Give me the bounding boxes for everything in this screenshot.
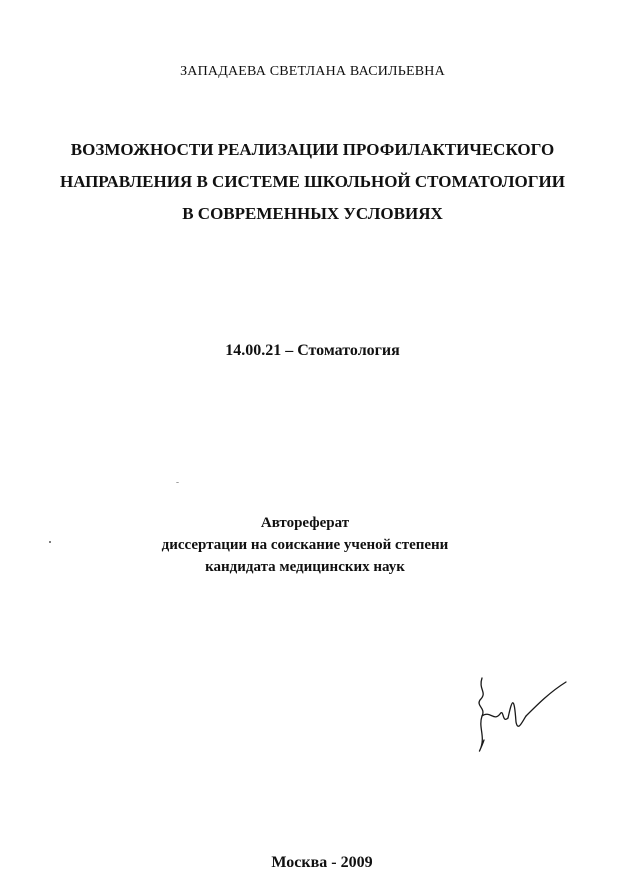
city-year: Москва - 2009 <box>271 854 373 871</box>
abstract-heading <box>0 512 610 578</box>
title-line: НАПРАВЛЕНИЯ В СИСТЕМЕ ШКОЛЬНОЙ СТОМАТОЛОГИИ <box>60 172 565 191</box>
abstract-line: кандидата медицинских наук <box>205 559 405 575</box>
abstract-line: Автореферат <box>260 515 350 531</box>
scan-speck <box>49 541 51 543</box>
specialty-code: 14.00.21 – Стоматология <box>225 342 400 359</box>
title-line: В СОВРЕМЕННЫХ УСЛОВИЯХ <box>182 204 443 223</box>
title-line: ВОЗМОЖНОСТИ РЕАЛИЗАЦИИ ПРОФИЛАКТИЧЕСКОГО <box>70 140 555 159</box>
scan-speck <box>176 482 179 483</box>
dissertation-title <box>20 134 605 230</box>
handwritten-signature <box>468 670 578 760</box>
abstract-line: диссертации на соискание ученой степени <box>161 537 449 553</box>
author-name: ЗАПАДАЕВА СВЕТЛАНА ВАСИЛЬЕВНА <box>180 64 445 79</box>
